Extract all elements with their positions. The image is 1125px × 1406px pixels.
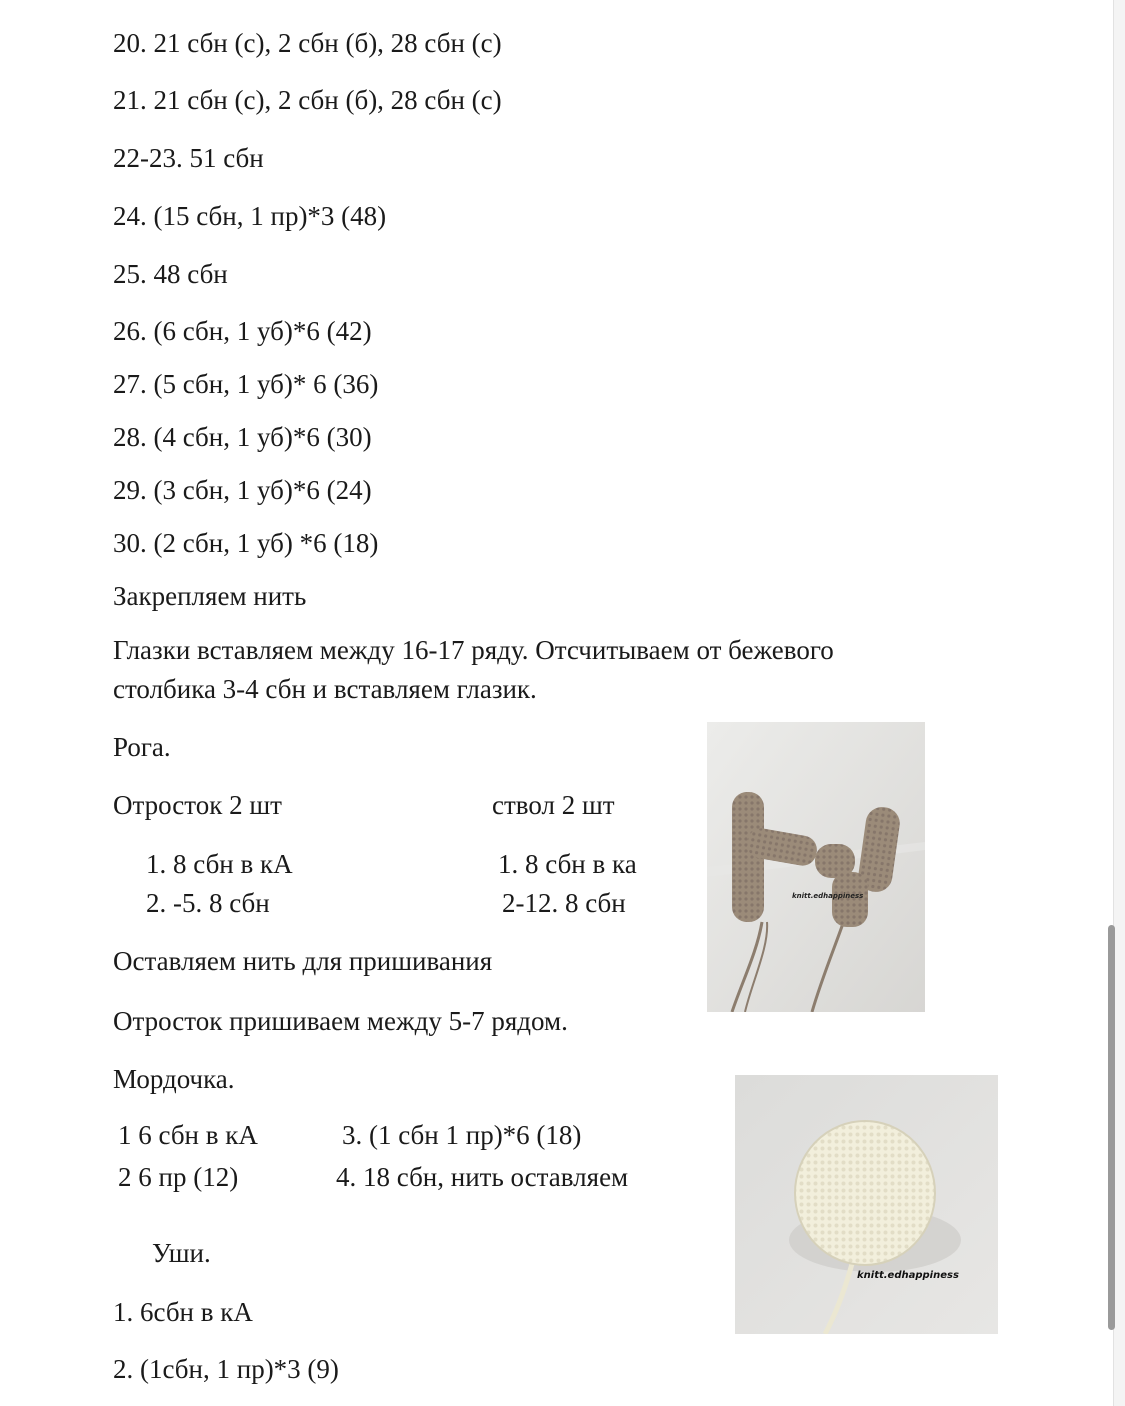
row-30: 30. (2 сбн, 1 уб) *6 (18) <box>113 528 379 558</box>
ears-heading: Уши. <box>152 1238 211 1268</box>
muzzle-photo <box>735 1075 998 1334</box>
horns-branch-step-1: 1. 8 сбн в кА <box>146 849 293 879</box>
row-20: 20. 21 сбн (с), 2 сбн (б), 28 сбн (с) <box>113 28 502 58</box>
horns-photo-watermark: knitt.edhappiness <box>792 892 864 900</box>
row-21: 21. 21 сбн (с), 2 сбн (б), 28 сбн (с) <box>113 85 502 115</box>
horns-branch-title: Отросток 2 шт <box>113 790 282 820</box>
horns-heading: Рога. <box>113 732 171 762</box>
muzzle-step-4: 4. 18 сбн, нить оставляем <box>336 1162 629 1192</box>
eyes-instruction-line-2: столбика 3-4 сбн и вставляем глазик. <box>113 674 537 704</box>
ears-step-1: 1. 6сбн в кА <box>113 1297 253 1327</box>
horns-trunk-step-2: 2-12. 8 сбн <box>502 888 626 918</box>
row-29: 29. (3 сбн, 1 уб)*6 (24) <box>113 475 372 505</box>
row-24: 24. (15 сбн, 1 пр)*3 (48) <box>113 201 387 231</box>
horns-trunk-step-1: 1. 8 сбн в ка <box>498 849 637 879</box>
row-26: 26. (6 сбн, 1 уб)*6 (42) <box>113 316 372 346</box>
row-25: 25. 48 сбн <box>113 259 228 289</box>
horns-photo <box>707 722 925 1012</box>
muzzle-step-2: 2 6 пр (12) <box>118 1162 239 1192</box>
row-28: 28. (4 сбн, 1 уб)*6 (30) <box>113 422 372 452</box>
sew-branch-text: Отросток пришиваем между 5-7 рядом. <box>113 1006 568 1036</box>
fasten-thread-text: Закрепляем нить <box>113 581 307 611</box>
ears-step-2: 2. (1сбн, 1 пр)*3 (9) <box>113 1354 339 1384</box>
horns-branch-step-2: 2. -5. 8 сбн <box>146 888 270 918</box>
leave-thread-text: Оставляем нить для пришивания <box>113 946 493 976</box>
horns-trunk-title: ствол 2 шт <box>492 790 615 820</box>
muzzle-step-1: 1 6 сбн в кА <box>118 1120 258 1150</box>
row-27: 27. (5 сбн, 1 уб)* 6 (36) <box>113 369 379 399</box>
muzzle-photo-watermark: knitt.edhappiness <box>857 1270 959 1281</box>
muzzle-heading: Мордочка. <box>113 1064 235 1094</box>
eyes-instruction-line-1: Глазки вставляем между 16-17 ряду. Отсчитываем от бежевого <box>113 635 834 665</box>
scrollbar-thumb[interactable] <box>1108 925 1115 1330</box>
row-22-23: 22-23. 51 сбн <box>113 143 264 173</box>
muzzle-step-3: 3. (1 сбн 1 пр)*6 (18) <box>342 1120 582 1150</box>
